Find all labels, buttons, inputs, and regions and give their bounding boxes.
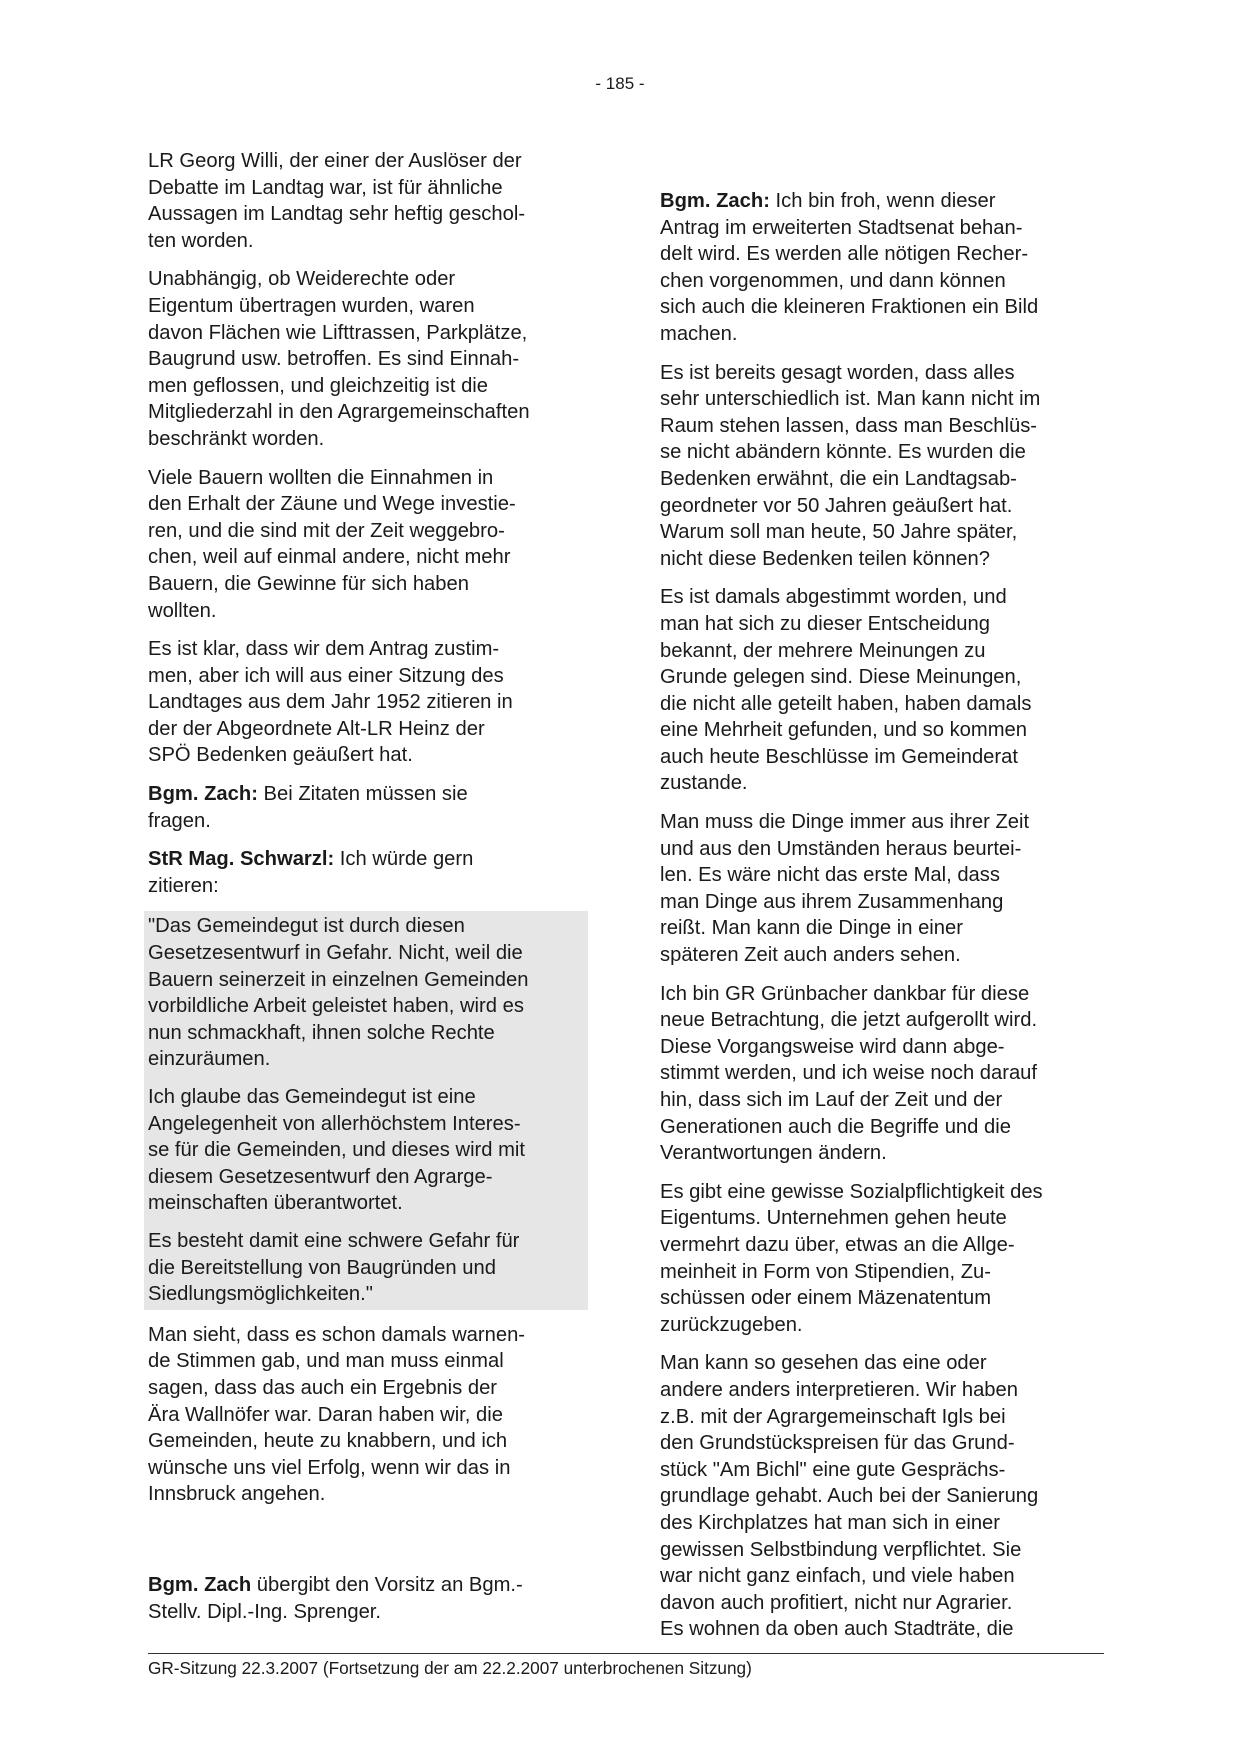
paragraph-line: Viele Bauern wollten die Einnahmen in [148, 466, 494, 489]
paragraph-line: delt wird. Es werden alle nötigen Recher- [660, 243, 1029, 266]
paragraph-line: machen. [660, 322, 738, 345]
paragraph-line: ten worden. [148, 229, 254, 252]
paragraph-line: Ich bin GR Grünbacher dankbar für diese [660, 982, 1030, 1005]
paragraph-line: z.B. mit der Agrargemeinschaft Igls bei [660, 1405, 1006, 1428]
paragraph-line: Landtages aus dem Jahr 1952 zitieren in [148, 691, 513, 714]
paragraph-line: des Kirchplatzes hat man sich in einer [660, 1511, 1000, 1534]
paragraph-line: ren, und die sind mit der Zeit weggebro- [148, 519, 505, 542]
paragraph [660, 584, 1104, 797]
paragraph-line: Es ist bereits gesagt worden, dass alles [660, 361, 1015, 384]
paragraph-line: nun schmackhaft, ihnen solche Rechte [148, 1021, 495, 1044]
paragraph-line: zustande. [660, 772, 748, 795]
paragraph-line: SPÖ Bedenken geäußert hat. [148, 744, 413, 767]
paragraph-line: Bauern seinerzeit in einzelnen Gemeinden [148, 968, 529, 991]
paragraph-line: Debatte im Landtag war, ist für ähnliche [148, 176, 503, 199]
paragraph-line: zurückzugeben. [660, 1313, 803, 1336]
paragraph-line: Angelegenheit von allerhöchstem Interes- [148, 1112, 521, 1135]
paragraph [148, 1322, 588, 1508]
paragraph-line: len. Es wäre nicht das erste Mal, dass [660, 864, 1000, 887]
paragraph-line: den Grundstückspreisen für das Grund- [660, 1432, 1015, 1455]
paragraph-line: Raum stehen lassen, dass man Beschlüs- [660, 414, 1038, 437]
left-column [148, 148, 588, 1637]
speaker-paragraph [148, 1572, 588, 1625]
speaker-name: Bgm. Zach: [148, 783, 258, 806]
paragraph-line: der der Abgeordnete Alt-LR Heinz der [148, 717, 485, 740]
paragraph-line: nicht diese Bedenken teilen können? [660, 547, 990, 570]
paragraph-line: sagen, dass das auch ein Ergebnis der [148, 1376, 498, 1399]
paragraph-line: Antrag im erweiterten Stadtsenat behan- [660, 216, 1023, 239]
paragraph [660, 981, 1104, 1167]
paragraph-line: Ich glaube das Gemeindegut ist eine [148, 1086, 476, 1108]
paragraph-line: Mitgliederzahl in den Agrargemeinschaften [148, 401, 530, 424]
paragraph-line: vorbildliche Arbeit geleistet haben, wird es [148, 995, 524, 1018]
paragraph-line [148, 846, 588, 873]
footer-divider [148, 1653, 1104, 1654]
paragraph [660, 360, 1104, 573]
paragraph-line: chen vorgenommen, und dann können [660, 269, 1006, 292]
paragraph-line: reißt. Man kann die Dinge in einer [660, 917, 963, 940]
paragraph-line: davon auch profitiert, nicht nur Agrarier. [660, 1591, 1013, 1614]
paragraph-line: Eigentums. Unternehmen gehen heute [660, 1207, 1007, 1230]
paragraph-line: Verantwortungen ändern. [660, 1142, 887, 1165]
speech-text: übergibt den Vorsitz an Bgm.- [251, 1573, 523, 1596]
paragraph-line: Baugrund usw. betroffen. Es sind Einnah- [148, 348, 520, 371]
paragraph-line: se nicht abändern könnte. Es wurden die [660, 441, 1026, 464]
right-column [660, 188, 1104, 1655]
paragraph-line: se für die Gemeinden, und dieses wird mit [148, 1139, 526, 1162]
paragraph-line: man Dinge aus ihrem Zusammenhang [660, 890, 1004, 913]
paragraph-line: Man kann so gesehen das eine oder [660, 1352, 987, 1375]
paragraph-line: Es ist klar, dass wir dem Antrag zustim- [148, 638, 500, 661]
paragraph-line: Grunde gelegen sind. Diese Meinungen, [660, 666, 1022, 689]
paragraph-line: Es besteht damit eine schwere Gefahr für [148, 1229, 520, 1252]
paragraph-line: beschränkt worden. [148, 427, 325, 450]
paragraph-line: Es wohnen da oben auch Stadträte, die [660, 1618, 1014, 1641]
paragraph-line: Gemeinden, heute zu knabbern, und ich [148, 1430, 508, 1453]
paragraph-line: zitieren: [148, 874, 219, 897]
paragraph-line: davon Flächen wie Lifttrassen, Parkplätze, [148, 321, 528, 344]
paragraph [660, 1179, 1104, 1339]
paragraph-line: Warum soll man heute, 50 Jahre später, [660, 521, 1018, 544]
paragraph-line: späteren Zeit auch anders sehen. [660, 944, 961, 967]
paragraph-line: stück "Am Bichl" eine gute Gesprächs- [660, 1458, 1006, 1481]
paragraph-line: vermehrt dazu über, etwas an die Allge- [660, 1233, 1015, 1256]
paragraph-line: Es gibt eine gewisse Sozialpflichtigkeit des [660, 1180, 1043, 1203]
page-footer: GR-Sitzung 22.3.2007 (Fortsetzung der am 22.2.2007 unterbrochenen Sitzung) [148, 1658, 752, 1678]
paragraph [148, 266, 588, 452]
paragraph-line [660, 188, 1104, 215]
paragraph-line: Bauern, die Gewinne für sich haben [148, 572, 469, 595]
quote-paragraph [148, 1228, 584, 1308]
paragraph-line: de Stimmen gab, und man muss einmal [148, 1350, 504, 1373]
quote-block [144, 911, 588, 1309]
spacer [148, 1520, 588, 1572]
paragraph-line: gewissen Selbstbindung verpflichtet. Sie [660, 1538, 1022, 1561]
paragraph [660, 1350, 1104, 1643]
paragraph-line: stimmt werden, und ich weise noch darauf [660, 1062, 1038, 1085]
paragraph-line [148, 1572, 588, 1599]
paragraph-line: sich auch die kleineren Fraktionen ein Bild [660, 296, 1039, 319]
paragraph-line [148, 781, 588, 808]
quote-paragraph [148, 913, 584, 1073]
paragraph-line: sehr unterschiedlich ist. Man kann nicht im [660, 388, 1041, 411]
paragraph-line: die nicht alle geteilt haben, haben damals [660, 692, 1032, 715]
paragraph-line: men geflossen, und gleichzeitig ist die [148, 374, 489, 397]
paragraph-line: Aussagen im Landtag sehr heftig geschol- [148, 203, 526, 226]
paragraph-line: Unabhängig, ob Weiderechte oder [148, 268, 456, 291]
paragraph-line: schüssen oder einem Mäzenatentum [660, 1287, 992, 1310]
paragraph-line: diesem Gesetzesentwurf den Agrarge- [148, 1165, 493, 1188]
paragraph-line: grundlage gehabt. Auch bei der Sanierung [660, 1485, 1039, 1508]
paragraph-line: Man sieht, dass es schon damals warnen- [148, 1323, 526, 1346]
paragraph-line: Gesetzesentwurf in Gefahr. Nicht, weil die [148, 942, 523, 965]
paragraph-line: Diese Vorgangsweise wird dann abge- [660, 1035, 1005, 1058]
paragraph-line: Bedenken erwähnt, die ein Landtagsab- [660, 467, 1017, 490]
paragraph-line: meinschaften überantwortet. [148, 1192, 403, 1215]
paragraph-line: war nicht ganz einfach, und viele haben [660, 1565, 1015, 1588]
speaker-paragraph [660, 188, 1104, 348]
paragraph [660, 809, 1104, 969]
paragraph-line: chen, weil auf einmal andere, nicht mehr [148, 546, 511, 569]
paragraph-line: Ära Wallnöfer war. Daran haben wir, die [148, 1403, 503, 1426]
speaker-name: StR Mag. Schwarzl: [148, 848, 335, 871]
paragraph-rest [660, 215, 1104, 348]
speech-text: Bei Zitaten müssen sie [257, 783, 468, 806]
paragraph-line: "Das Gemeindegut ist durch diesen [148, 915, 465, 938]
paragraph-line: auch heute Beschlüsse im Gemeinderat [660, 745, 1018, 768]
paragraph-line: Eigentum übertragen wurden, waren [148, 294, 475, 317]
paragraph-line: Man muss die Dinge immer aus ihrer Zeit [660, 811, 1030, 834]
speech-text: Ich würde gern [334, 848, 474, 871]
speech-text: Ich bin froh, wenn dieser [769, 190, 996, 212]
paragraph-line: eine Mehrheit gefunden, und so kommen [660, 719, 1027, 742]
speaker-name: Bgm. Zach [148, 1573, 252, 1596]
paragraph-line: neue Betrachtung, die jetzt aufgerollt wird. [660, 1009, 1038, 1032]
paragraph-line: den Erhalt der Zäune und Wege investie- [148, 493, 516, 516]
paragraph-line: Stellv. Dipl.-Ing. Sprenger. [148, 1600, 382, 1623]
paragraph-line: wollten. [148, 599, 217, 622]
paragraph-line: man hat sich zu dieser Entscheidung [660, 612, 990, 635]
paragraph-line: meinheit in Form von Stipendien, Zu- [660, 1260, 992, 1283]
paragraph-line: einzuräumen. [148, 1048, 271, 1071]
paragraph-line: men, aber ich will aus einer Sitzung des [148, 664, 504, 687]
paragraph-line: die Bereitstellung von Baugründen und [148, 1256, 496, 1279]
paragraph-line: Generationen auch die Begriffe und die [660, 1115, 1011, 1138]
paragraph-line: fragen. [148, 809, 211, 832]
paragraph [148, 465, 588, 625]
paragraph-line: wünsche uns viel Erfolg, wenn wir das in [148, 1456, 511, 1479]
speaker-paragraph [148, 846, 588, 899]
paragraph-line: Siedlungsmöglichkeiten." [148, 1283, 373, 1306]
paragraph-line: Innsbruck angehen. [148, 1483, 326, 1506]
paragraph-line: andere anders interpretieren. Wir haben [660, 1378, 1018, 1401]
paragraph [148, 636, 588, 769]
quote-paragraph [148, 1084, 584, 1217]
paragraph-line: geordneter vor 50 Jahren geäußert hat. [660, 494, 1013, 517]
paragraph-line: und aus den Umständen heraus beurtei- [660, 837, 1022, 860]
paragraph-line: LR Georg Willi, der einer der Auslöser der [148, 150, 522, 172]
paragraph-line: Es ist damals abgestimmt worden, und [660, 586, 1007, 609]
paragraph-line: hin, dass sich im Lauf der Zeit und der [660, 1089, 1003, 1111]
speaker-paragraph [148, 781, 588, 834]
paragraph-line: bekannt, der mehrere Meinungen zu [660, 639, 986, 662]
paragraph [148, 148, 588, 254]
page-number: - 185 - [595, 74, 645, 93]
speaker-name: Bgm. Zach: [660, 190, 770, 212]
